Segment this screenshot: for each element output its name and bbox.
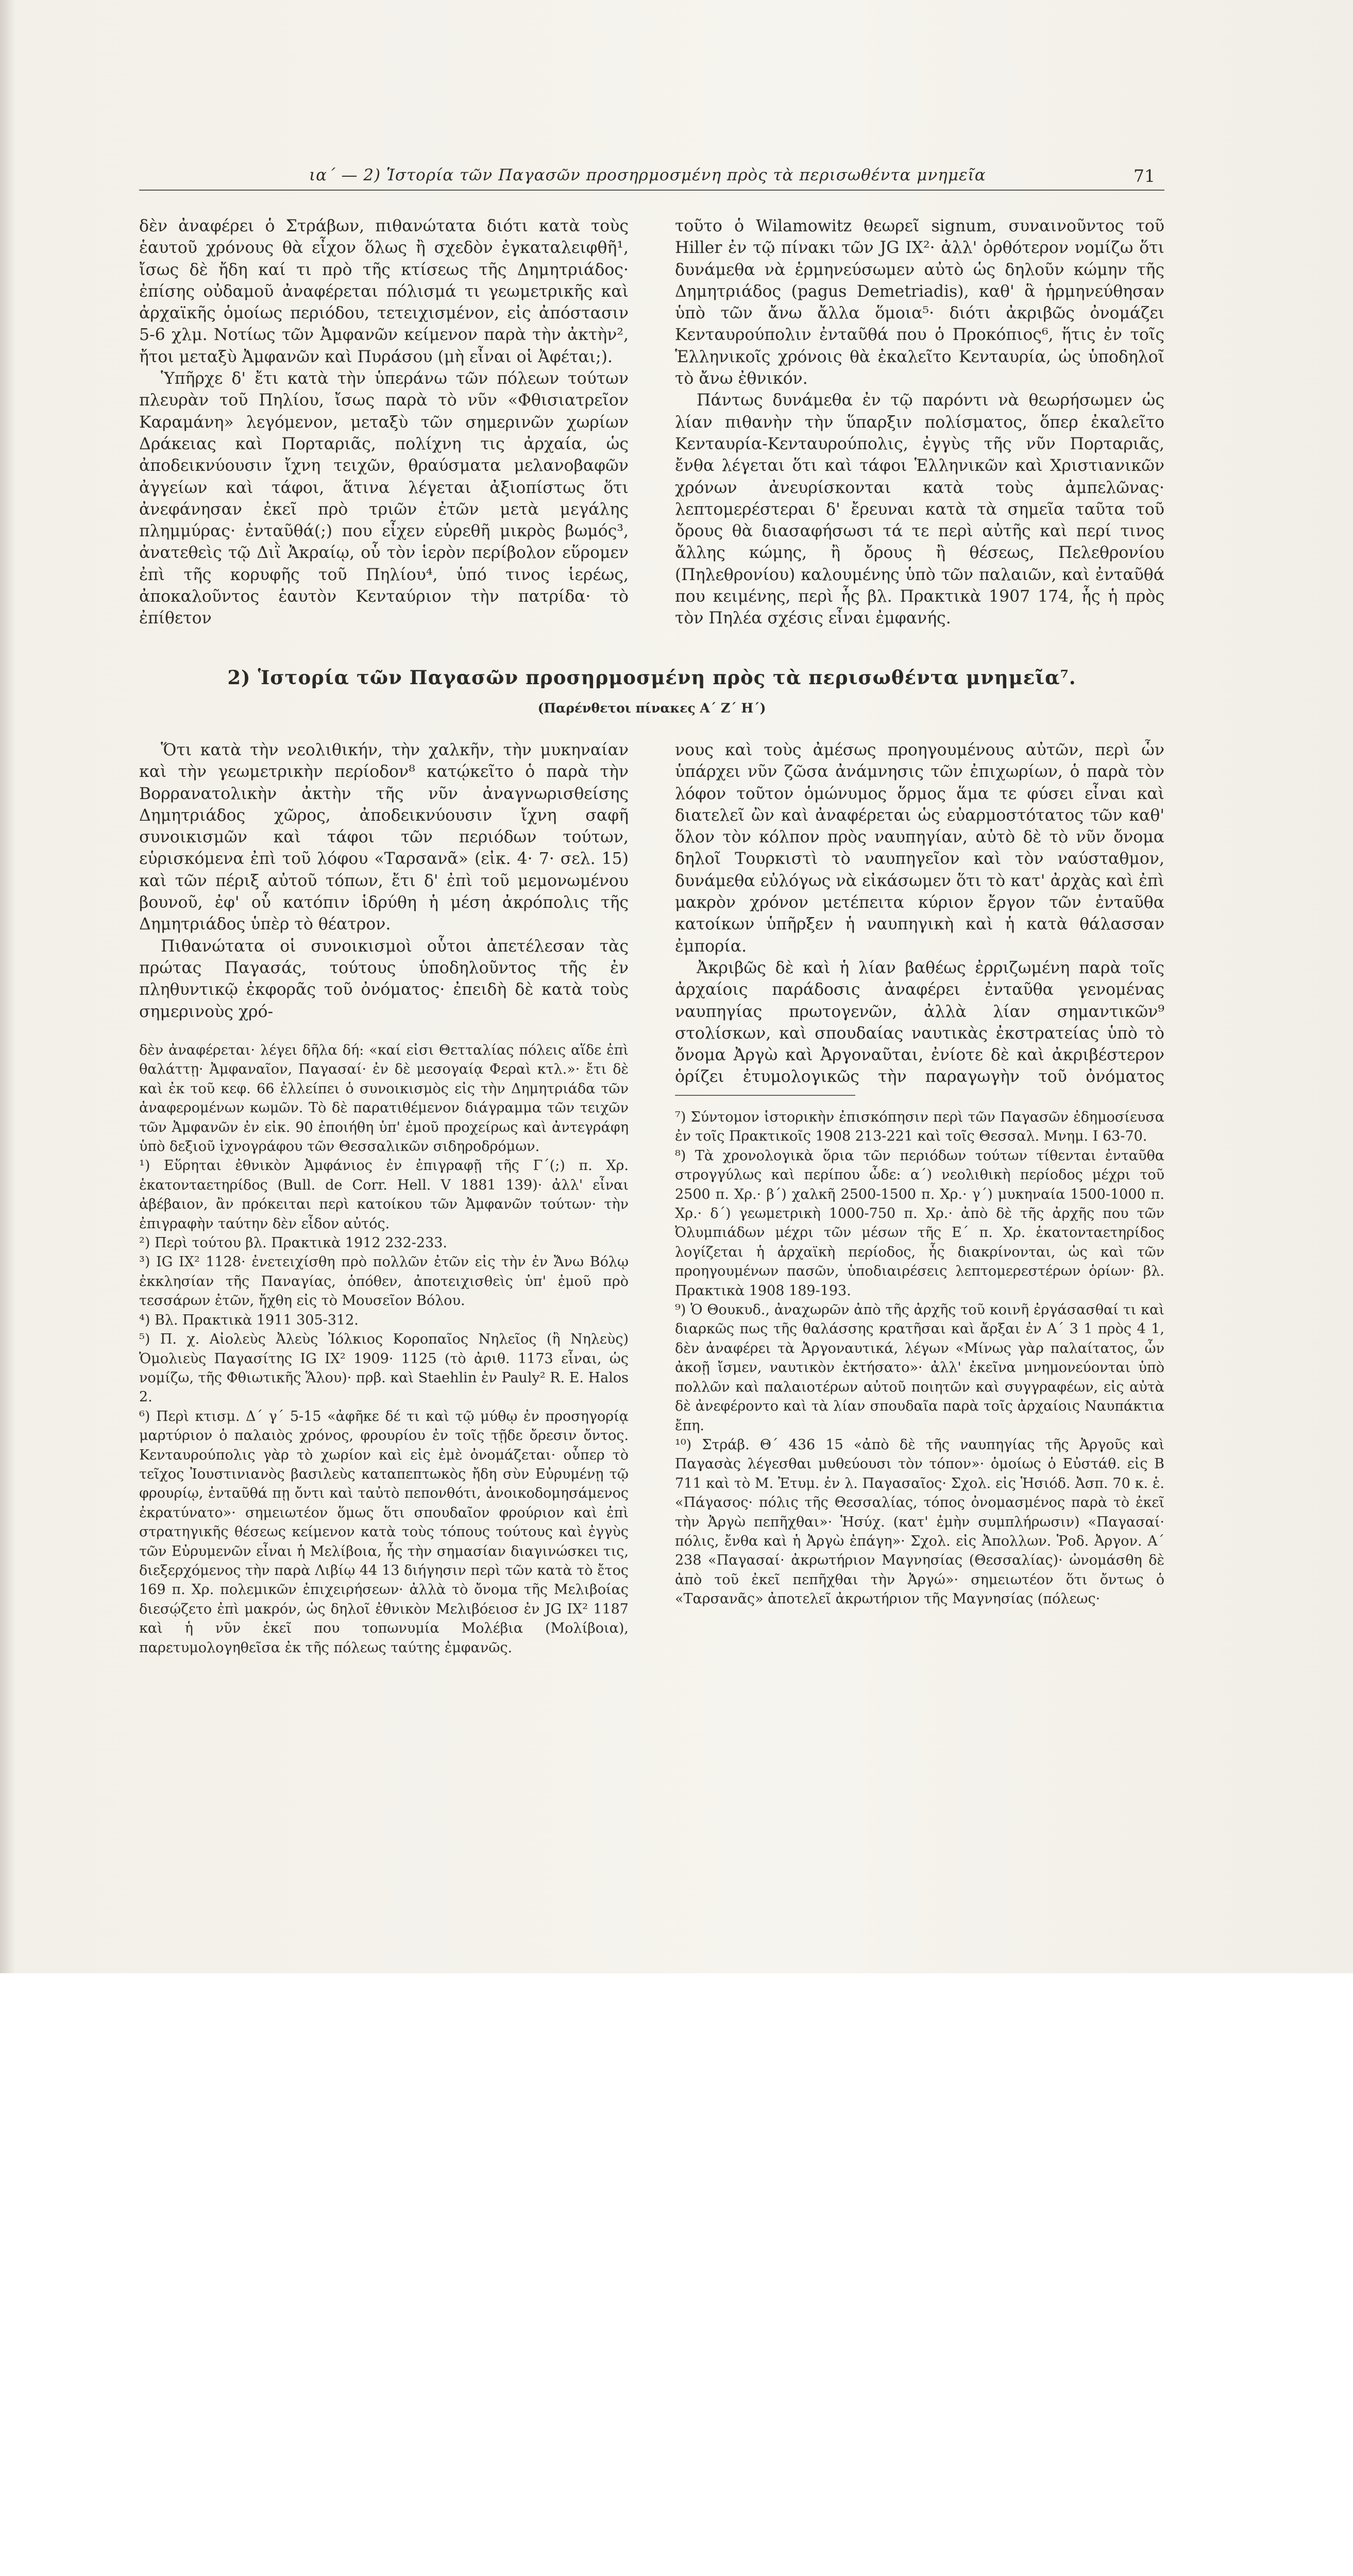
paragraph: Ὑπῆρχε δ' ἔτι κατὰ τὴν ὑπεράνω τῶν πόλεων τούτων πλευρὰν τοῦ Πηλίου, ἴσως παρὰ τὸ νῦν «Φθισιατρεῖον Καραμάνη» λεγόμενον, μεταξὺ τῶν σημερινῶν χωρίων Δράκειας καὶ Πορταριᾶς, πολίχνη τις ἀρχαία, ὡς ἀποδεικνύουσιν ἴχνη τειχῶν, θραύσματα μελανοβαφῶν ἀγγείων καὶ τάφοι, ἅτινα λέγεται ἀξιοπίστως ὅτι ἀνεφάνησαν ἐκεῖ πρὸ τριῶν ἐτῶν μετὰ μεγάλης πλημμύρας· ἐνταῦθά(;) που εἶχεν εὑρεθῆ μικρὸς βωμός³, ἀνατεθεὶς τῷ Διῒ Ἀκραίῳ, οὗ τὸν ἱερὸν περίβολον εὕρομεν ἐπὶ τῆς κορυφῆς τοῦ Πηλίου⁴, ὑπό τινος ἱερέως, ἀποκαλοῦντος ἑαυτὸν Κενταύριον τὴν πατρίδα· τὸ ἐπίθετον [139,369,629,628]
footnotes-right [675,1108,1164,1917]
top-right-column [675,215,1164,638]
paragraph: Πιθανώτατα οἱ συνοικισμοὶ οὗτοι ἀπετέλεσαν τὰς πρώτας Παγασάς, τούτους ὑποδηλοῦντος τῆς ἐν πληθυντικῷ ἐκφορᾶς τοῦ ὀνόματος· ἐπειδὴ δὲ κατὰ τοὺς σημερινοὺς χρό- [139,937,629,1021]
footnote: ⁴) Βλ. Πρακτικὰ 1911 305-312. [139,1312,359,1328]
footnote: ⁵) Π. χ. Αἰολεὺς Ἀλεὺς Ἰόλκιος Κοροπαῖος Νηλεῖος (ἢ Νηλεὺς) Ὁμολιεὺς Παγασίτης IG IX² 1909· 1125 (τὸ ἀριθ. 1173 εἶναι, ὡς νομίζω, τῆς Φθιωτικῆς Ἅλου)· πρβ. καὶ Staehlin ἐν Pauly² R. E. Halos 2. [139,1331,629,1405]
mid-left-column [139,739,629,1028]
footnote: ⁶) Περὶ κτισμ. Δ΄ γ΄ 5-15 «ἀφῆκε δέ τι καὶ τῷ μύθῳ ἐν προσηγορίᾳ μαρτύριον ὁ παλαιὸς χρόνος, φρουρίου ἐν τοῖς τῇδε ὄρεσιν ὄντος. Κενταυρούπολις γὰρ τὸ χωρίον καὶ εἰς ἐμὲ ὀνομάζεται· οὗπερ τὸ τεῖχος Ἰουστινιανὸς βασιλεὺς καταπεπτωκὸς ἤδη σὺν Εὐρυμένῃ τῷ φρουρίῳ, ἐνταῦθά πῃ ὄντι καὶ ταὐτὸ πεπονθότι, ἀνοικοδομησάμενος ἐκρατύνατο»· σημειωτέον ὅμως ὅτι σπουδαῖον φρούριον καὶ ἐπὶ στρατηγικῆς θέσεως κείμενον κατὰ τοὺς τόπους τούτους καὶ ἐγγὺς τῶν Εὐρυμενῶν εἶναι ἡ Μελίβοια, ἧς τὴν σημασίαν διαγινώσκει τις, διεξερχόμενος τὴν παρὰ Λιβίῳ 44 13 διήγησιν περὶ τῶν κατὰ τὸ ἔτος 169 π. Χρ. πολεμικῶν ἐπιχειρήσεων· ἀλλὰ τὸ ὄνομα τῆς Μελιβοίας διεσῴζετο ἐπὶ μακρόν, ὡς δηλοῖ ἐθνικὸν Μελιβόειοσ ἐν JG IX² 1187 καὶ ἡ νῦν ἐκεῖ που τοπωνυμία Μολέβια (Μολίβοια), παρετυμολογηθεῖσα ἐκ τῆς πόλεως ταύτης ἐμφανῶς. [139,1408,629,1656]
footnote: ¹) Εὕρηται ἐθνικὸν Ἀμφάνιος ἐν ἐπιγραφῇ τῆς Γ΄(;) π. Χρ. ἑκατονταετηρίδος (Bull. de Corr. Hell. V 1881 139)· ἀλλ' εἶναι ἀβέβαιον, ἂν πρόκειται περὶ κατοίκου τῶν Ἀμφανῶν τούτων· τὴν ἐπιγραφὴν ταύτην δὲν εἶδον αὐτός. [139,1158,629,1232]
paragraph: τοῦτο ὁ Wilamowitz θεωρεῖ signum, συναινοῦντος τοῦ Hiller ἐν τῷ πίνακι τῶν JG IX²· ἀλλ' ὀρθότερον νομίζω ὅτι δυνάμεθα νὰ ἑρμηνεύσωμεν αὐτὸ ὡς δηλοῦν κώμην τῆς Δημητριάδος (pagus Demetriadis), καθ' ἃ ἡρμηνεύθησαν ὑπὸ τῶν ἄνω ἄλλα ὅμοια⁵· διότι ἀκριβῶς ὀνομάζει Κενταυρούπολιν ἐνταῦθά που ὁ Προκόπιος⁶, ἥτις ἐν τοῖς Ἑλληνικοῖς χρόνοις θὰ ἐκαλεῖτο Κενταυρία, ὡς ὑποδηλοῖ τὸ ἄνω ἐθνικόν. [675,217,1164,388]
footnote: ⁹) Ὁ Θουκυδ., ἀναχωρῶν ἀπὸ τῆς ἀρχῆς τοῦ κοινῆ ἐργάσασθαί τι καὶ διαρκῶς πως τῆς θαλάσσης κρατῆσαι καὶ ἄρξαι ἐν Α΄ 3 1 πρὸς 4 1, δὲν ἀναφέρει τὰ Ἀργοναυτικά, λέγων «Μίνως γὰρ παλαίτατος, ὧν ἀκοῇ ἴσμεν, ναυτικὸν ἐκτήσατο»· ἀλλ' ἐκεῖνα μνημονεύονται ὑπὸ πολλῶν καὶ παλαιοτέρων αὐτοῦ ποιητῶν καὶ συγγραφέων, εἰς αὐτὰ δὲ ἀνεφέροντο καὶ τὰ λίαν σπουδαῖα παρὰ τοῖς ἀρχαίοις Ναυπάκτια ἔπη. [675,1302,1164,1434]
running-head: ια΄ — 2) Ἱστορία τῶν Παγασῶν προσηρμοσμένη πρὸς τὰ περισωθέντα μνημεῖα [309,166,986,184]
page-number: 71 [1134,166,1155,186]
footnote: ³) IG IX² 1128· ἐνετειχίσθη πρὸ πολλῶν ἐτῶν εἰς τὴν ἐν Ἄνω Βόλῳ ἐκκλησίαν τῆς Παναγίας, ὁπόθεν, ἀποτειχισθεὶς ὑπ' ἐμοῦ πρὸ τεσσάρων ἐτῶν, ἤχθη εἰς τὸ Μουσεῖον Βόλου. [139,1254,629,1309]
paragraph: Ἀκριβῶς δὲ καὶ ἡ λίαν βαθέως ἐρριζωμένη παρὰ τοῖς ἀρχαίοις παράδοσις ἀναφέρει ἐνταῦθα γενομένας ναυπηγίας πρωτογενῶν, ἀλλὰ λίαν σημαντικῶν⁹ στολίσκων, καὶ σπουδαίας ναυτικὰς ἐκστρατείας ὑπὸ τὸ ὄνομα Ἀργὼ καὶ Ἀργοναῦται, ἐνίοτε δὲ καὶ ἀκριβέστερον ὁρίζει ἐτυμολογικῶς τὴν παραγωγὴν τοῦ ὀνόματος [675,958,1164,1087]
viewer-footer [0,1973,1353,2021]
footnote-rule [675,1095,855,1096]
top-left-column [139,215,629,638]
paragraph: νους καὶ τοὺς ἀμέσως προηγουμένους αὐτῶν, περὶ ὧν ὑπάρχει νῦν ζῶσα ἀνάμνησις τῶν ἐπιχωρίων, ὁ παρὰ τὸν λόφον τοῦτον ὁμώνυμος ὅρμος ἅμα τε φύσει εἶναι καὶ διατελεῖ ὢν καὶ ἀναφέρεται ὡς εὐαρμοστότατος τῶν καθ' ὅλον τὸν κόλπον πρὸς ναυπηγίαν, αὐτὸ δὲ τὸ νῦν ὄνομα δηλοῖ Τουρκιστὶ τὸ ναυπηγεῖον καὶ τὸν ναύσταθμον, δυνάμεθα εὐλόγως νὰ εἰκάσωμεν ὅτι τὸ κατ' ἀρχὰς καὶ ἐπὶ μακρὸν χρόνον μετέπειτα κύριον ἔργον τῶν ἐνταῦθα κατοίκων ὑπῆρξεν ἡ ναυπηγικὴ καὶ ἡ κατὰ θάλασσαν ἐμπορία. [675,741,1164,956]
footnotes-left [139,1041,629,1906]
paragraph: Πάντως δυνάμεθα ἐν τῷ παρόντι νὰ θεωρήσωμεν ὡς λίαν πιθανὴν τὴν ὕπαρξιν πολίσματος, ὅπερ ἐκαλεῖτο Κενταυρία-Κενταυρούπολις, ἐγγὺς τῆς νῦν Πορταριᾶς, ἔνθα λέγεται ὅτι καὶ τάφοι Ἑλληνικῶν καὶ Χριστιανικῶν χρόνων ἀνευρίσκονται κατὰ τοὺς ἀμπελῶνας· λεπτομερέστεραι δ' ἔρευναι κατὰ τὰ σημεῖα ταῦτα τοῦ ὄρους θὰ διασαφήσωσι τά τε περὶ αὐτῆς καὶ περί τινος ἄλλης κώμης, ἢ ὄρους ἢ θέσεως, Πελεθρονίου (Πηλεθρονίου) καλουμένης ὑπὸ τῶν παλαιῶν, καὶ ἐνταῦθά που κειμένης, περὶ ἧς βλ. Πρακτικὰ 1907 174, ἧς ἡ πρὸς τὸν Πηλέα σχέσις εἶναι ἐμφανής. [675,391,1164,628]
section-title: 2) Ἱστορία τῶν Παγασῶν προσηρμοσμένη πρὸς τὰ περισωθέντα μνημεῖα⁷. [227,666,1076,689]
mid-right-column [675,739,1164,1090]
paragraph: Ὅτι κατὰ τὴν νεολιθικήν, τὴν χαλκῆν, τὴν μυκηναίαν καὶ τὴν γεωμετρικὴν περίοδον⁸ κατῴκεῖτο ὁ παρὰ τὴν Βορρανατολικὴν ἀκτὴν τῆς νῦν ἀναγνωρισθείσης Δημητριάδος χῶρος, ἀποδεικνύουσιν ἴχνη σαφῆ συνοικισμῶν καὶ τάφοι τῶν περιόδων τούτων, εὑρισκόμενα ἐπὶ τοῦ λόφου «Ταρσανᾶ» (εἰκ. 4· 7· σελ. 15) καὶ τῶν πέριξ αὐτοῦ τόπων, ἔτι δ' ἐπὶ τοῦ μεμονωμένου βουνοῦ, ἐφ' οὗ κατόπιν ἱδρύθη ἡ μέση ἀκρόπολις τῆς Δημητριάδος ὑπὲρ τὸ θέατρον. [139,741,629,934]
paragraph: δὲν ἀναφέρει ὁ Στράβων, πιθανώτατα διότι κατὰ τοὺς ἑαυτοῦ χρόνους θὰ εἶχον ὅλως ἢ σχεδὸν ἐγκαταλειφθῆ¹, ἴσως δὲ ἤδη καί τι πρὸ τῆς κτίσεως τῆς Δημητριάδος· ἐπίσης οὐδαμοῦ ἀναφέρεται πόλισμά τι γεωμετρικῆς καὶ ἀρχαϊκῆς ὁμοίως περιόδου, τετειχισμένον, εἰς ἀπόστασιν 5-6 χλμ. Νοτίως τῶν Ἀμφανῶν κείμενον παρὰ τὴν ἀκτὴν², ἤτοι μεταξὺ Ἀμφανῶν καὶ Πυράσου (μὴ εἶναι οἱ Ἀφέται;). [139,217,629,366]
header-rule [139,190,1164,191]
footnote: ²) Περὶ τούτου βλ. Πρακτικὰ 1912 232-233. [139,1235,448,1251]
footnote: ¹⁰) Στράβ. Θ΄ 436 15 «ἀπὸ δὲ τῆς ναυπηγίας τῆς Ἀργοῦς καὶ Παγασὰς λέγεσθαι μυθεύουσι τὸν τόπον»· ὁμοίως ὁ Εὐστάθ. εἰς Β 711 καὶ τὸ Μ. Ἐτυμ. ἐν λ. Παγασαῖος· Σχολ. εἰς Ἡσιόδ. Ἀσπ. 70 κ. ἑ. «Πάγασος· πόλις τῆς Θεσσαλίας, τόπος ὀνομασμένος παρὰ τὸ ἐκεῖ τὴν Ἀργὼ πεπῆχθαι»· Ἡσύχ. (κατ' ἐμὴν συμπλήρωσιν) «Παγασαί· πόλις, ἔνθα καὶ ἡ Ἀργὼ ἐπάγη»· Σχολ. εἰς Ἀπολλων. Ῥοδ. Ἀργον. Α΄ 238 «Παγασαί· ἀκρωτήριον Μαγνησίας (Θεσσαλίας)· ὠνομάσθη δὲ ἀπὸ τοῦ ἐκεῖ πεπῆχθαι τὴν Ἀργώ»· σημειωτέον ὅτι ὄντως ὁ «Ταρσανᾶς» ἀποτελεῖ ἀκρωτήριον τῆς Μαγνησίας (πόλεως· [675,1436,1164,1607]
plates-note: (Παρένθετοι πίνακες Α΄ Ζ΄ Η΄) [537,701,766,716]
footnote: ⁸) Τὰ χρονολογικὰ ὅρια τῶν περιόδων τούτων τίθενται ἐνταῦθα στρογγύλως καὶ περίπου ὧδε: α΄) νεολιθικὴ περίοδος μέχρι τοῦ 2500 π. Χρ.· β΄) χαλκῆ 2500-1500 π. Χρ.· γ΄) μυκηναία 1500-1000 π. Χρ.· δ΄) γεωμετρικὴ 1000-750 π. Χρ.· ἀπὸ δὲ τῆς ἀρχῆς που τῶν Ὀλυμπιάδων μέχρι τῶν μέσων τῆς Ε΄ π. Χρ. ἑκατονταετηρίδος λογίζεται ἡ ἀρχαϊκὴ περίοδος, ἧς διακρίνονται, ὡς καὶ τῶν προηγουμένων πασῶν, ὑποδιαιρέσεις λεπτομερεστέρων ὁρίων· βλ. Πρακτικὰ 1908 189-193. [675,1147,1164,1299]
footnote: δὲν ἀναφέρεται· λέγει δῆλα δή: «καί εἰσι Θετταλίας πόλεις αἵδε ἐπὶ θαλάττῃ· Ἀμφαναῖον, Παγασαί· ἐν δὲ μεσογαίᾳ Φεραὶ κτλ.»· ἔτι δὲ καὶ ἐκ τοῦ κεφ. 66 ἐλλείπει ὁ συνοικισμὸς εἰς τὴν Δημητριάδα τῶν ἀναφερομένων κωμῶν. Τὸ δὲ παρατιθέμενον διάγραμμα τῶν τειχῶν τῶν Ἀμφανῶν ἐν εἰκ. 90 ἐποιήθη ὑπ' ἐμοῦ προχείρως καὶ ἀντεγράφη ὑπὸ δεξιοῦ ἰχνογράφου τῶν Θεσσαλικῶν σιδηροδρόμων. [139,1042,629,1155]
footnote: ⁷) Σύντομον ἱστορικὴν ἐπισκόπησιν περὶ τῶν Παγασῶν ἐδημοσίευσα ἐν τοῖς Πρακτικοῖς 1908 213-221 καὶ τοῖς Θεσσαλ. Μνημ. Ι 63-70. [675,1109,1164,1145]
